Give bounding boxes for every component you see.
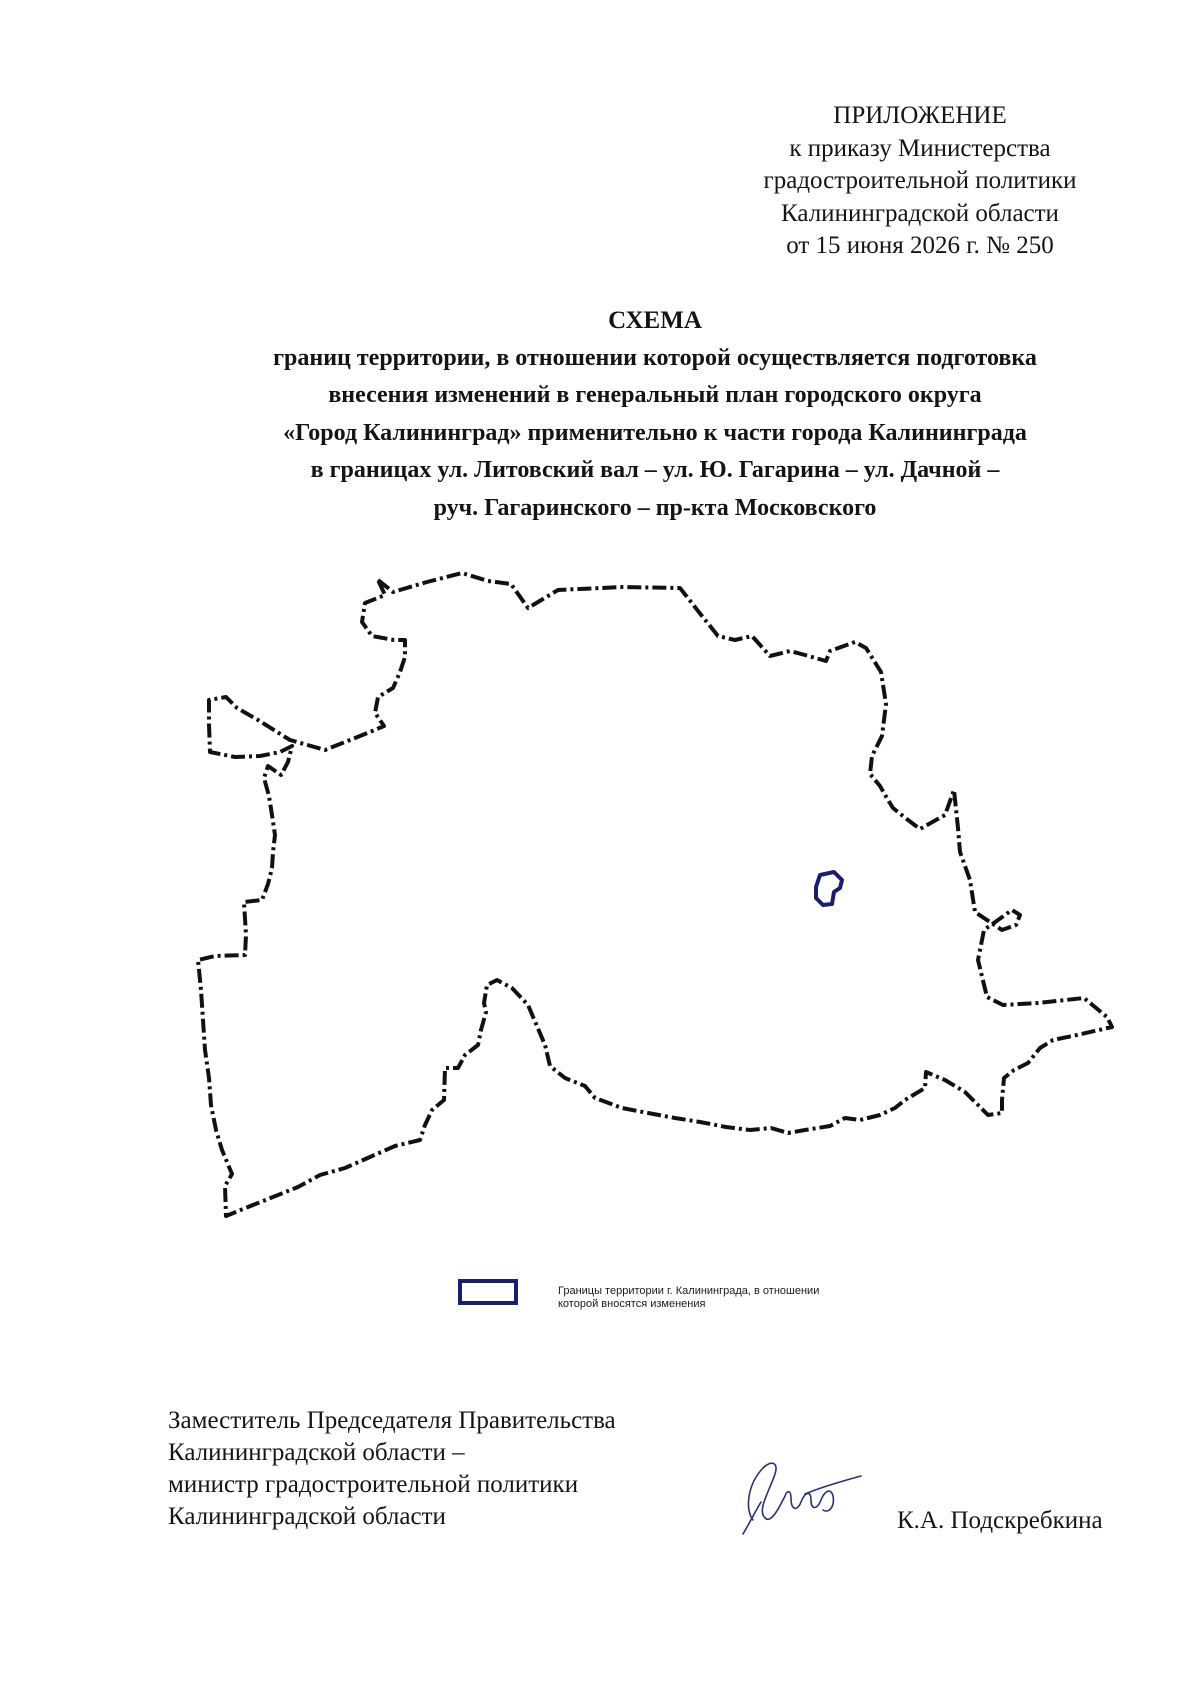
signatory-position-line: Калининградской области xyxy=(168,1503,446,1530)
signatory-position xyxy=(168,1405,616,1533)
title-line: внесения изменений в генеральный план городского округа xyxy=(328,382,982,408)
title-line: границ территории, в отношении которой осуществляется подготовка xyxy=(273,344,1037,371)
appendix-line: градостроительной политики xyxy=(763,167,1077,194)
legend-text-line: которой вносятся изменения xyxy=(558,1298,706,1310)
appendix-line: Калининградской области xyxy=(781,199,1059,227)
handwritten-signature xyxy=(735,1450,865,1540)
appendix-line: к приказу Министерства xyxy=(789,134,1051,162)
title-line: руч. Гагаринского – пр-кта Московского xyxy=(433,494,877,521)
appendix-line: от 15 июня 2026 г. № 250 xyxy=(786,232,1054,259)
title-main: СХЕМА xyxy=(608,307,702,334)
legend-text xyxy=(558,1285,878,1311)
appendix-line: ПРИЛОЖЕНИЕ xyxy=(833,102,1007,129)
city-boundary-outline xyxy=(198,573,1112,1216)
legend-swatch xyxy=(458,1279,518,1305)
signatory-position-line: Калининградской области – xyxy=(168,1439,465,1466)
map-legend xyxy=(458,1279,878,1329)
legend-text-line: Границы территории г. Калининграда, в отношении xyxy=(558,1285,820,1297)
target-area-outline xyxy=(816,872,842,905)
title-line: «Город Калининград» применительно к части города Калининграда xyxy=(283,419,1027,446)
signer-name: К.А. Подскребкина xyxy=(897,1507,1103,1534)
signatory-position-line: министр градостроительной политики xyxy=(168,1471,579,1498)
title-line: в границах ул. Литовский вал – ул. Ю. Гагарина – ул. Дачной – xyxy=(310,457,1000,483)
signatory-position-line: Заместитель Председателя Правительства xyxy=(168,1407,616,1434)
